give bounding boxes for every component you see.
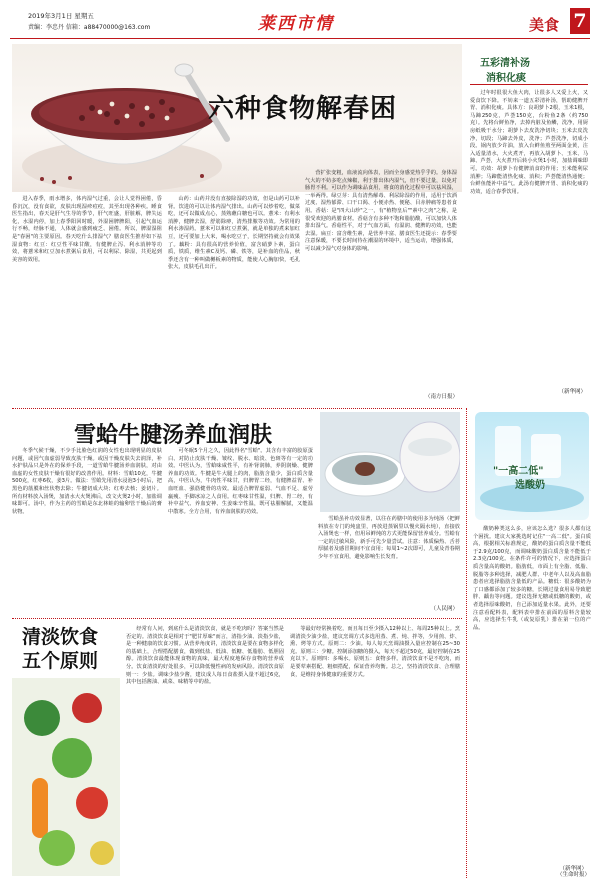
article2-col2: [168, 448, 313, 516]
article2-col3: [318, 516, 460, 562]
section-name: 美食: [529, 16, 560, 34]
header-divider: [10, 38, 590, 39]
sidebar2-source: （新华网）: [559, 866, 587, 872]
soup-photo: [320, 412, 460, 512]
article3-col1: [126, 626, 284, 687]
article1-title: 六种食物解春困: [208, 94, 398, 124]
article3-title-line1: 清淡饮食: [22, 626, 99, 648]
article3-title-line2: 五个原则: [22, 650, 99, 672]
article3-col2-text: 等最好经常换着吃，而且每日至少摄入12种以上、每周25种以上。烹调清淡少油少盐，建议烹调方式多选用蒸、煮、炖、拌等，少用煎、炸、熏、烤等方式。原则二：少油。每人每天烹调油摄入量应控制在25~30克。原则三：少糖。控制添加糖的摄入，每天不超过50克，最好控制在25克以下。原则四：多喝水。原则五：食物多样。清淡饮食不是不吃肉，而是要荤素搭配、粗细搭配，保证营养均衡。总之，坚持清淡饮食、合理膳食，是维持身体健康的重要方式。: [290, 626, 460, 678]
article1-col1-text: 进入春季，雨水增多，体内湿气过重，会让人觉得困倦，昏昏沉沉，没有食欲，皮肤出现湿疹痘痘，其至出现各种疾。睡食医生指出，春天是肝气生导的季节，肝气旺盛，肝脏解，脾失运化，水湿内停，加上春季阳回时暖，外湿困脾脾阳，引起气血运行不畅，经脉不通，人体就会感到疲乏、困倦。所以，脾湿湿阻是"春困"的主要原因。春天吃什么排湿气？膳食医生推荐如下祛湿食物：红豆：红豆性平味甘酸，有健脾止泻、利水消肿等功效，将薏米和红豆加水煮粥后食用，可以利尿、除湿，共更起到美容的效用。: [12, 196, 162, 263]
page-header: [10, 8, 590, 38]
article2-col1-text: 冬季气候干燥，不少手比脸色红润的女性也出现明显的皮肤问题，或因气血虚弱导致皮肤干燥。或因干燥皮肤失去润泽，补水护肤品只是外在的保养手段，一道雪蛤牛腱汤养血润肤，对由血虚的女性皮肤干燥有很好的改善作用。材料：雪蛤10克，牛腱500克，红枣6枚，姜3片。做法：雪蛤先用清水浸泡3小时后，把黑色的筋膜和丝状物去除；牛腱切成大块；红枣去核；姜切片。所有材料放入汤煲，加清水大火煲沸后，改文火煲2小时，加盐调味即可。汤中，作为主药的雪蛤是东北林蛙的输卵管干燥后的膏状物。: [12, 448, 162, 515]
sidebar1-title1: 五彩清补汤: [480, 58, 530, 69]
article3-col2: [290, 626, 460, 679]
sidebar1-box: [466, 44, 592, 404]
article3-source: （生命时报）: [556, 872, 590, 878]
soup-bowl-illustration: [320, 412, 460, 512]
editor-line: 责编：李忠丹 信箱：a88470000@163.com: [28, 24, 151, 31]
article1-col2-text: 山药：山药并没有直接除湿的功效，但是山药可以补肾。饮进的可以让体内湿气排出。山药可以炒着吃，做菜吃，还可以做成点心，蒸熟蘸白糖也可以。薏米：有利水消肿，健脾去湿，舒筋除痹，清热排脓等功效。为常用的利水渗湿药。薏米可以和红豆煮粥，就是单独的煮来加红豆，还可要加上大米，喝水吃豆子，长期坚持就会有效果了。藕粉：具有很高的营养价值，富含硝萝卜素，蛋白质，铁质，维生素C及钙、磷、铁等，是补血的佳品，秋季还含有一种叫做槲板素的物质，能使人心胸加快，毛孔张大，皮肤毛孔出汗。: [168, 196, 300, 271]
sidebar1-source: （新华网）: [558, 389, 586, 395]
article2-col2-text: 可冬眠5个月之久，因此得名"雪蛤"。其含有丰富的胶原蛋白、对防止皮肤干燥、皱纹、脱水、暗淡、色斑等有一定的功效。中医认为，雪蛤味咸性平，有补肾润肺，养阴润燥、健脾养血的功效。牛腱是牛大腿上的肉，脂肪含量少，蛋白质含量高，中医认为，牛肉性平味甘，归脾胃二经，有健脾益胃、补血旺血、强筋健骨的功效。最适合脾胃虚弱、气血不足、虚劳羸瘦、手脚冰凉之人食用。红枣味甘性温，归脾、胃二经，有补中益气、养血安神、生姜味辛性温，既可祛腥解腻，又能温中散寒。全方合用，有养血润肤的功效。: [168, 448, 313, 515]
sidebar2-body: [473, 526, 591, 632]
sidebar2-title2: 选酸奶: [515, 480, 545, 491]
article1-col3-text: 营扩张变粗，血液流向体表，因而全身感觉热乎乎的。身体湿气大的不妨多吃点辣椒，利于排出体内湿气，但不要过量，以免对肠胃不利。可以作为调味品食用，将食的消化过程中可以祛风湿，一举两得。绿豆芽：具有清热解毒、利尿除湿的作用，适用于饮酒过度、湿热郁滞、口干口渴、小便赤热、便秘、目赤肿痛等患者食用。香菇：是"四大山珍"之一，有"植物皇后""素中之肉"之称，是很受欢迎的药膳食材。香菇含有多种不饱和脂肪酸，可以加快人体排出湿气。香菇性平，对于气血方面，有温润、健脾的功效，也能去湿。扁豆：富含维生素，是营养丰富、膳食医生还提示：春季要注意保暖，不要长时间待在潮湿的环境中，适当运动，增强体质，可以减少湿气对身体的影响。: [305, 170, 457, 252]
yogurt-photo: [475, 412, 589, 520]
vegetables-illustration: [12, 678, 120, 876]
sidebar2-title1: "一高二低": [493, 466, 544, 477]
article1-col3: [305, 170, 457, 254]
page-number: 7: [570, 8, 590, 34]
article1-source: （南方日报）: [424, 394, 458, 400]
date-line: 2019年3月1日 星期五: [28, 12, 94, 20]
sidebar1-rule: [470, 84, 588, 85]
masthead: 莱西市情: [258, 14, 334, 34]
article1-col2: [168, 196, 300, 272]
vegetable-photo: [12, 678, 120, 876]
sidebar2-box: [466, 408, 593, 878]
article2-source: （人民网）: [430, 606, 458, 612]
article3-col1-text: 经常有人问，到底什么是清淡饮食，就是不吃肉吗？答案当然是否定的。清淡饮食是相对于"肥甘厚味"而言，清指少油、淡指少盐，是一种健康的饮食习惯。从营养角度讲，清淡饮食是要在食物多样化的基础上，合理搭配膳食，做到低盐、低油、低糖、低脂肪、低胆固醇。清淡饮食最能体现食物的真味，最大程度地保存食物的营养成分。饮食清淡的好处很多，可以降低慢性病的发病风险。清淡饮食原则一：少盐。调味少盐少酱，建议成人每日食盐摄入量不超过6克，其中包括酱油、咸菜、味精等中的盐。: [126, 626, 284, 686]
article1-col1: [12, 196, 162, 264]
sidebar1-body: [470, 90, 588, 196]
article2-col3-text: 雪蛤虽补功效显著，以往在药膳中的使用多为炖汤（把鲜料放在专门的炖盅里，再放进蒸锅里以慢火隔水炖），直接放入汤煲也一样，但用吊鲜炖的方式更能保留营养成分。雪蛤有一定的过敏风险，新手可先少量尝试。注意：体质偏热、舌苔厚腻者及感冒期间不宜食用；每周1~2次即可，儿童及青春期少年不宜食用，避免影响生长发育。: [318, 516, 460, 560]
article2-col1: [12, 448, 162, 516]
sidebar1-title2: 消积化痰: [486, 73, 526, 84]
section-divider-2: [12, 618, 462, 619]
article2-title: 雪蛤牛腱汤养血润肤: [74, 422, 273, 448]
section-divider-1: [12, 408, 462, 409]
sidebar1-text: 过年时很很大鱼大肉，让很多人又爱上火，又爱食饮下降。不妨来一道五彩清补汤，帮助健脾开胃、消积化痰。具体方：良胡萝卜2根，玉米1根，马蹄250克，芦荟150克，台粉鱼2条（约750克）。先将台鲜鱼净，去掉内脏及鱼鳞，洗净，用厨房纸吸干水分；胡萝卜去皮洗净切块；玉米去皮洗净，切段；马蹄去外皮，洗净；芦荟洗净，切成小段。锅内放少许油，放入台鲜鱼煎至两面金黄，注入适量清水，大火煮开，再放入胡萝卜、玉米、马蹄、芦荟，大火煮开后转小火煲1小时，加盐调味即可。功效：胡萝卜有健脾消食的作用；玉米能利尿消肿；马蹄能清热化痰、消积；芦荟能清热通便；台鲜鱼能补中益气。此汤有健脾开胃、消积化痰的功效，适合春季饮用。: [470, 90, 588, 195]
sidebar2-text: 酸奶种类这么多，应该怎么选？很多人都有这个困扰。建议大家挑选时记住"一高二低"。蛋白质高，根据相关标准规定，酸奶的蛋白质含量不能低于2.9克/100克，而调味酸奶蛋白质含量不能低于2.3克/100克。在条件许可的情况下，应选择蛋白质含量高的酸奶。脂肪低，市面上有全脂、低脂、脱脂等多种选择，减肥人群、中老年人以及高血脂患者应选择脂肪含量低的产品。糖低：很多酸奶为了口感都添加了较多的糖，长期过量食用易导致肥胖、龋齿等问题。建议选择无糖或低糖的酸奶，或者选择原味酸奶，自己添加适量水果。此外，还要注意看配料表，配料表中排在前面的原料含量较高，应选择生牛乳（或复原乳）排在第一位的产品。: [473, 526, 591, 631]
